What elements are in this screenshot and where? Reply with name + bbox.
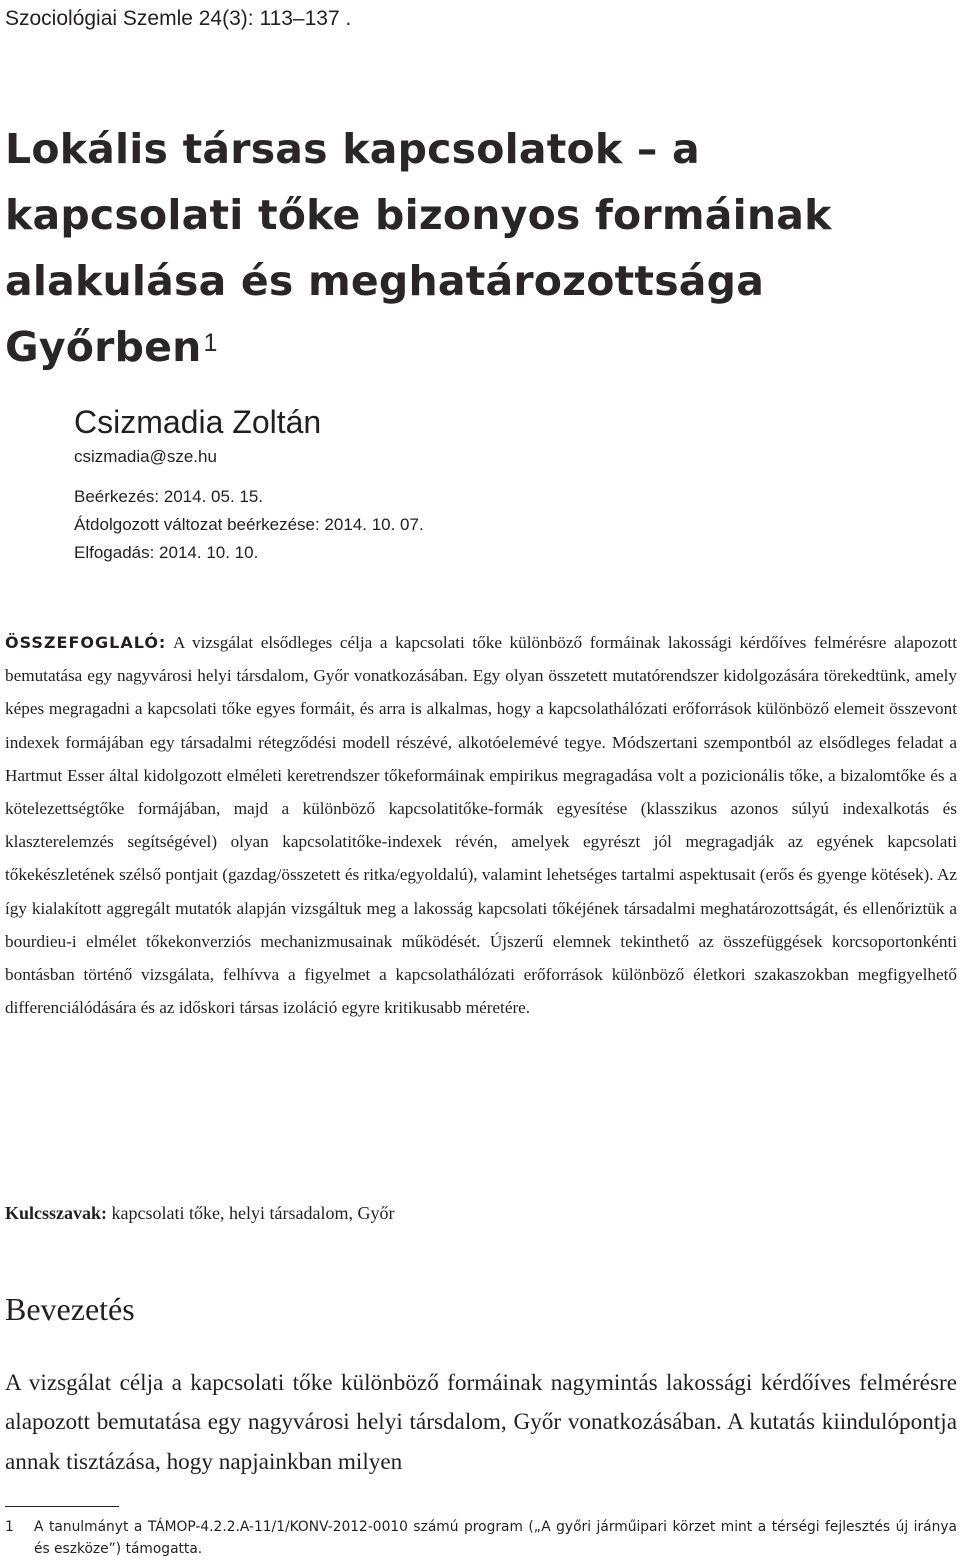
article-title-text: Lokális társas kapcsolatok – a kapcsolati tőke bizonyos formáinak alakulása és meghatározottsága Győrben: [5, 125, 832, 371]
title-footnote-mark[interactable]: 1: [203, 329, 218, 357]
abstract-text: A vizsgálat elsődleges célja a kapcsolati tőke különböző formáinak lakossági kérdőíves felmérésre alapozott bemutatása egy nagyvárosi helyi társdalom, Győr vonatkozásában. Egy olyan összetett mutatórendszer kidolgozására törekedtünk, amely képes megragadni a kapcsolati tőke egyes formáit, és arra is alkalmas, hogy a kapcsolathálózati erőforrások különböző elemeit összevont indexek formájában egy társadalmi rétegződési modell részévé, alkotóelemévé tegye. Módszertani szempontból az elsődleges feladat a Hartmut Esser által kidolgozott elméleti keretrendszer tőkeformáinak empirikus megragadása volt a pozicionális tőke, a bizalomtőke és a kötelezettségtőke formájában, majd a különböző kapcsolatitőke-formák egyesítése (klasszikus azonos súlyú indexalkotás és klaszterelemzés segítségével) olyan kapcsolatitőke-indexek révén, amelyek egyrészt jól megragadják az egyének kapcsolati tőkekészletének szélső pontjait (gazdag/összetett és ritka/egyoldalú), valamint lehetséges tartalmi aspektusait (erős és gyenge kötések). Az így kialakított aggregált mutatók alapján vizsgáltuk meg a lakosság kapcsolati tőkéjének társadalmi meghatározottságát, és ellenőriztük a bourdieu-i elmélet tőkekonverziós mechanizmusainak működését. Újszerű elemnek tekinthető az összefüggések korcsoportonkénti bontásban történő vizsgálata, felhívva a figyelmet a kapcsolathálózati erőforrások különböző életkori szakaszokban megfigyelhető differenciálódására és az időskori társas izoláció egyre kritikusabb méretére.: [5, 633, 957, 1018]
section-heading: Bevezetés: [5, 1291, 135, 1327]
abstract: [5, 626, 957, 1024]
received-date: Beérkezés: 2014. 05. 15.: [74, 487, 264, 506]
keywords-label: Kulcsszavak:: [5, 1203, 108, 1223]
journal-citation: Szociológiai Szemle 24(3): 113–137 .: [5, 7, 352, 30]
footnote: [5, 1516, 957, 1560]
footnote-divider: [5, 1506, 119, 1507]
section-paragraph: A vizsgálat célja a kapcsolati tőke különböző formáinak nagymintás lakossági kérdőíves felmérésre alapozott bemutatása egy nagyvárosi helyi társdalom, Győr vonatkozásában. A kutatás kiindulópontja annak tisztázása, hogy napjainkban milyen: [5, 1370, 957, 1475]
article-title: [5, 116, 945, 380]
accepted-date: Elfogadás: 2014. 10. 10.: [74, 543, 259, 562]
author-email[interactable]: csizmadia@sze.hu: [74, 447, 217, 466]
author-name: Csizmadia Zoltán: [74, 404, 322, 440]
revised-date: Átdolgozott változat beérkezése: 2014. 10. 07.: [74, 515, 424, 534]
footnote-text: A tanulmányt a TÁMOP-4.2.2.A-11/1/KONV-2012-0010 számú program („A győri járműipari körzet mint a térségi fejlesztés új iránya és eszköze”) támogatta.: [34, 1519, 957, 1557]
keywords: [5, 1198, 945, 1228]
abstract-label: ÖSSZEFOGLALÓ:: [5, 633, 167, 652]
footnote-number: 1: [5, 1519, 14, 1535]
keywords-text: kapcsolati tőke, helyi társadalom, Győr: [111, 1203, 395, 1223]
